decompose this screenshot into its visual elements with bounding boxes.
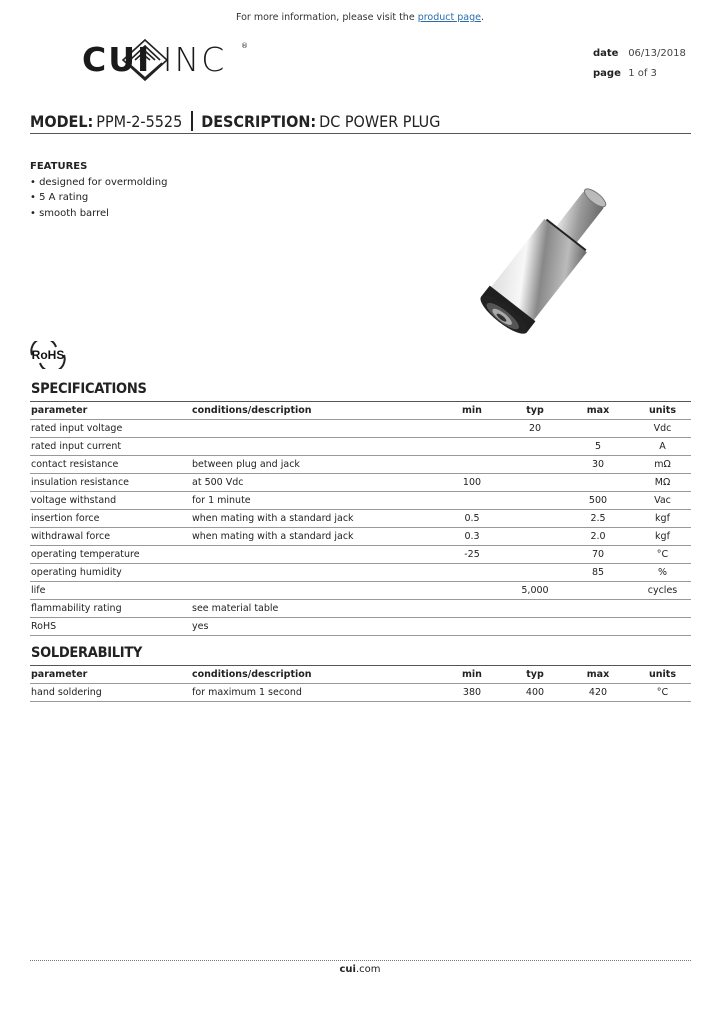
footer-bold: cui bbox=[339, 964, 356, 975]
feature-item: • 5 A rating bbox=[30, 192, 89, 203]
table-cell: kgf bbox=[634, 528, 691, 546]
table-cell bbox=[508, 438, 562, 456]
header-conditions: conditions/description bbox=[191, 666, 436, 684]
table-cell bbox=[508, 564, 562, 582]
table-cell bbox=[191, 438, 436, 456]
date-label: date bbox=[593, 48, 619, 59]
table-cell bbox=[508, 528, 562, 546]
table-cell: flammability rating bbox=[30, 600, 191, 618]
top-note-end: . bbox=[480, 12, 485, 23]
table-cell bbox=[562, 582, 634, 600]
table-cell: 20 bbox=[508, 420, 562, 438]
header-min: min bbox=[436, 402, 508, 420]
table-cell: kgf bbox=[634, 510, 691, 528]
table-cell: A bbox=[634, 438, 691, 456]
table-cell: mΩ bbox=[634, 456, 691, 474]
table-cell: see material table bbox=[191, 600, 436, 618]
table-row bbox=[30, 420, 691, 438]
table-cell: insulation resistance bbox=[30, 474, 191, 492]
date-value: 06/13/2018 bbox=[628, 48, 686, 59]
table-cell bbox=[436, 582, 508, 600]
table-row bbox=[30, 474, 691, 492]
features-heading: FEATURES bbox=[30, 161, 88, 172]
table-cell bbox=[436, 618, 508, 636]
description-value: DC POWER PLUG bbox=[319, 112, 441, 131]
solderability-table bbox=[30, 665, 691, 702]
table-cell: when mating with a standard jack bbox=[191, 510, 436, 528]
dc-power-plug-image bbox=[452, 168, 652, 338]
table-cell: 380 bbox=[436, 684, 508, 702]
table-cell: at 500 Vdc bbox=[191, 474, 436, 492]
table-cell: cycles bbox=[634, 582, 691, 600]
table-cell: insertion force bbox=[30, 510, 191, 528]
title-bar bbox=[30, 111, 691, 134]
table-cell: operating temperature bbox=[30, 546, 191, 564]
page-label: page bbox=[593, 68, 621, 79]
table-cell: 2.0 bbox=[562, 528, 634, 546]
table-row bbox=[30, 618, 691, 636]
table-cell: for maximum 1 second bbox=[191, 684, 436, 702]
table-cell bbox=[562, 474, 634, 492]
header-typ: typ bbox=[508, 666, 562, 684]
table-cell bbox=[436, 420, 508, 438]
product-page-link[interactable]: product page bbox=[417, 12, 481, 23]
top-note-text: For more information, please visit the bbox=[235, 12, 418, 23]
table-cell: RoHS bbox=[30, 618, 191, 636]
header-conditions: conditions/description bbox=[191, 402, 436, 420]
table-cell bbox=[436, 564, 508, 582]
table-cell: 0.5 bbox=[436, 510, 508, 528]
table-cell bbox=[508, 510, 562, 528]
features-section bbox=[30, 159, 167, 221]
model-value: PPM-2-5525 bbox=[96, 112, 183, 131]
table-cell bbox=[436, 600, 508, 618]
logo-light: INC bbox=[162, 40, 227, 79]
table-cell: contact resistance bbox=[30, 456, 191, 474]
header-units: units bbox=[634, 402, 691, 420]
description-label: DESCRIPTION: bbox=[201, 112, 317, 131]
table-cell: life bbox=[30, 582, 191, 600]
doc-meta bbox=[593, 44, 686, 84]
table-cell: % bbox=[634, 564, 691, 582]
table-cell bbox=[191, 582, 436, 600]
table-cell: °C bbox=[634, 546, 691, 564]
table-cell: 0.3 bbox=[436, 528, 508, 546]
table-cell: °C bbox=[634, 684, 691, 702]
table-cell bbox=[562, 600, 634, 618]
logo-wordmark bbox=[82, 40, 226, 79]
table-cell: 70 bbox=[562, 546, 634, 564]
model-label: MODEL: bbox=[30, 112, 94, 131]
header-max: max bbox=[562, 666, 634, 684]
table-cell: 85 bbox=[562, 564, 634, 582]
footer-rest: .com bbox=[355, 964, 381, 975]
title-divider bbox=[191, 111, 193, 131]
header-min: min bbox=[436, 666, 508, 684]
table-cell: when mating with a standard jack bbox=[191, 528, 436, 546]
table-cell bbox=[508, 546, 562, 564]
table-cell: for 1 minute bbox=[191, 492, 436, 510]
rohs-badge-icon bbox=[28, 341, 68, 369]
table-cell: 5,000 bbox=[508, 582, 562, 600]
table-cell: yes bbox=[191, 618, 436, 636]
table-row bbox=[30, 564, 691, 582]
table-cell: between plug and jack bbox=[191, 456, 436, 474]
table-cell bbox=[562, 420, 634, 438]
table-row bbox=[30, 528, 691, 546]
table-cell: Vac bbox=[634, 492, 691, 510]
table-cell bbox=[508, 492, 562, 510]
specifications-table bbox=[30, 401, 691, 636]
table-row bbox=[30, 600, 691, 618]
table-header-row bbox=[30, 402, 691, 420]
table-cell bbox=[634, 600, 691, 618]
table-row bbox=[30, 510, 691, 528]
table-row bbox=[30, 582, 691, 600]
table-cell bbox=[191, 546, 436, 564]
table-row bbox=[30, 546, 691, 564]
table-cell: 100 bbox=[436, 474, 508, 492]
page-value: 1 of 3 bbox=[628, 68, 657, 79]
table-cell: operating humidity bbox=[30, 564, 191, 582]
feature-item: • smooth barrel bbox=[30, 207, 109, 219]
table-header-row bbox=[30, 666, 691, 684]
table-cell: rated input voltage bbox=[30, 420, 191, 438]
table-cell: -25 bbox=[436, 546, 508, 564]
table-row bbox=[30, 438, 691, 456]
footer-divider bbox=[30, 960, 691, 961]
table-cell: 500 bbox=[562, 492, 634, 510]
table-cell bbox=[508, 600, 562, 618]
table-cell: 5 bbox=[562, 438, 634, 456]
table-cell: rated input current bbox=[30, 438, 191, 456]
table-cell: 2.5 bbox=[562, 510, 634, 528]
top-note bbox=[0, 12, 720, 23]
table-cell bbox=[191, 420, 436, 438]
feature-item: • designed for overmolding bbox=[30, 176, 168, 188]
specifications-title: SPECIFICATIONS bbox=[31, 381, 147, 397]
table-cell: withdrawal force bbox=[30, 528, 191, 546]
table-row bbox=[30, 684, 691, 702]
table-cell: 420 bbox=[562, 684, 634, 702]
table-cell bbox=[508, 474, 562, 492]
header-parameter: parameter bbox=[30, 402, 191, 420]
table-cell: voltage withstand bbox=[30, 492, 191, 510]
table-cell: 30 bbox=[562, 456, 634, 474]
footer bbox=[0, 964, 720, 975]
table-cell bbox=[191, 564, 436, 582]
rohs-badge-text: RoHS bbox=[31, 348, 65, 362]
header-units: units bbox=[634, 666, 691, 684]
header-parameter: parameter bbox=[30, 666, 191, 684]
table-cell bbox=[436, 492, 508, 510]
table-cell bbox=[562, 618, 634, 636]
table-cell: hand soldering bbox=[30, 684, 191, 702]
table-cell: Vdc bbox=[634, 420, 691, 438]
solderability-title: SOLDERABILITY bbox=[31, 645, 143, 661]
table-cell bbox=[508, 456, 562, 474]
table-cell bbox=[508, 618, 562, 636]
table-row bbox=[30, 456, 691, 474]
logo-bold: CUI bbox=[82, 40, 152, 79]
table-cell bbox=[634, 618, 691, 636]
header-max: max bbox=[562, 402, 634, 420]
table-cell: 400 bbox=[508, 684, 562, 702]
table-cell: MΩ bbox=[634, 474, 691, 492]
table-cell bbox=[436, 456, 508, 474]
registered-mark: ® bbox=[241, 42, 248, 50]
table-cell bbox=[436, 438, 508, 456]
header-typ: typ bbox=[508, 402, 562, 420]
table-row bbox=[30, 492, 691, 510]
